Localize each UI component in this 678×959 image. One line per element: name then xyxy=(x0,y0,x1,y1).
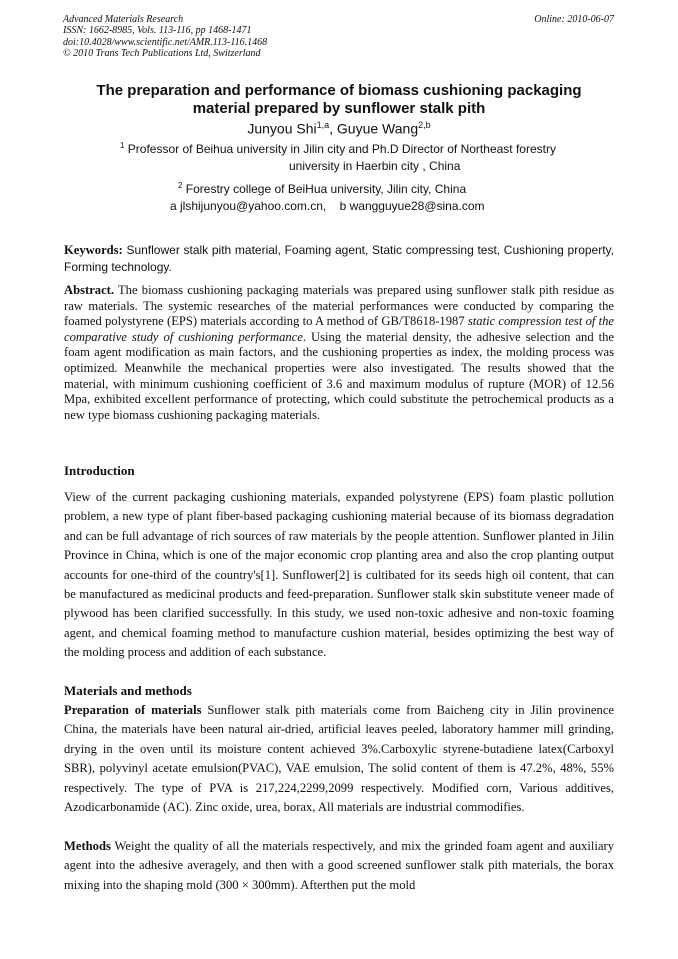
affiliation-2-number: 2 xyxy=(178,181,183,190)
title-line-1: The preparation and performance of biomass cushioning packaging xyxy=(96,82,582,99)
preparation-text: Sunflower stalk pith materials come from Baicheng city in Jilin provinence China, the materials have been natural air-dried, artificial leaves peeled, laboratory hammer mill grinding, drying in the oven until its moisture content achieved 3%.Carboxylic styrene-butadiene latex(Carboxyl SBR), polyvinyl acetate emulsion(PVAC), VAE emulsion, The solid content of them is 47.2%, 48%, 55% respectively. The type of PVA is 217,224,2299,2099 respectively. Modified corn, Various additives, Azodicarbonamide (AC). Zinc oxide, urea, borax, All materials are industrial commodifies. xyxy=(64,703,614,815)
affiliation-1-line-1: $^1$ Professor of Beihua university in Jilin city and Ph.D Director of Northeast forestry xyxy=(120,141,556,156)
author-list xyxy=(40,116,638,138)
preparation-paragraph xyxy=(64,701,614,817)
journal-name: Advanced Materials Research xyxy=(63,14,184,25)
journal-header xyxy=(63,14,267,60)
methods-label: Methods xyxy=(64,839,111,853)
abstract-text-italic: static compression test of the comparative study of cushioning performance xyxy=(64,314,614,344)
affiliation-1-line-2: university in Haerbin city , China xyxy=(289,159,461,173)
keywords-section xyxy=(64,242,614,275)
author-1: Junyou Shi xyxy=(247,120,317,137)
abstract-text-a: The biomass cushioning packaging materials was prepared using sunflower stalk pith residue as raw materials. The systemic researches of the material performances were conducted by comparing the foamed polystyrene (EPS) materials according to A method of GB/T8618-1987 xyxy=(64,283,614,329)
preparation-label: Preparation of materials xyxy=(64,703,202,717)
paper-title xyxy=(40,82,638,118)
author-2: Guyue Wang xyxy=(336,120,419,137)
title-line-2: material prepared by sunflower stalk pith xyxy=(192,100,486,117)
methods-paragraph xyxy=(64,837,614,895)
keywords-text: Sunflower stalk pith material, Foaming agent, Static compressing test, Cushioning property, Forming technology. xyxy=(64,243,614,274)
author-emails: a jlshijunyou@yahoo.com.cn, b wangguyue28@sina.com xyxy=(170,199,485,213)
affiliation-1-number: 1 xyxy=(120,141,125,150)
introduction-heading: Introduction xyxy=(64,463,135,478)
affiliation-2: $^2$ Forestry college of BeiHua university, Jilin city, China xyxy=(178,181,467,196)
journal-doi: doi:10.4028/www.scientific.net/AMR.113-116.1468 xyxy=(63,36,268,48)
abstract-text-b: . Using the material density, the adhesive selection and the foam agent modification as main factors, and the cushioning properties as index, the molding process was optimized. Meanwhile the mechanical properties were also investigated. The results showed that the material, with minimum cushioning coefficient of 3.6 and maximum modulus of rupture (MOR) of 12.56 Mpa, exhibited excellent performance of protecting, which could substitute the petrochemical products as a new type biomass cushioning packaging materials. xyxy=(64,329,614,422)
keywords-label: Keywords: xyxy=(64,243,123,257)
methods-text: Weight the quality of all the materials respectively, and mix the grinded foam agent and auxiliary agent into the adhesive averagely, and then with a good screened sunflower stalk pith materials, the borax mixing into the shaping mold (300 × 300mm). Afterthen put the mold xyxy=(64,839,614,892)
materials-heading: Materials and methods xyxy=(64,683,192,698)
abstract-label: Abstract. xyxy=(64,283,115,297)
abstract-section xyxy=(64,283,614,423)
introduction-paragraph: View of the current packaging cushioning materials, expanded polystyrene (EPS) foam plastic pollution problem, a new type of plant fiber-based packaging cushioning material because of its biomass degradation and can be full advantage of rich sources of raw materials by the people attention. Sunflower planted in Jilin Province in China, which is one of the major economic crop planting area and also the crop planting output accounts for one-third of the country's[1]. Sunflower[2] is cultibated for its seeds high oil content, that can be manufactured as medicinal products and feed-preparation. Sunflower stalk skin substitute veneer made of plywood has been clarified successfully. In this study, we used non-toxic adhesive and non-toxic foaming agent, and chemical foaming method to manufacture cushion material, besides optimizing the best way of the molding process and addition of each substance. xyxy=(64,490,614,660)
online-date: Online: 2010-06-07 xyxy=(534,14,614,25)
journal-issn: ISSN: 1662-8985, Vols. 113-116, pp 1468-1471 xyxy=(63,25,252,37)
journal-copyright: © 2010 Trans Tech Publications Ltd, Switzerland xyxy=(63,48,261,60)
author-separator: , xyxy=(329,120,337,137)
author-1-affil-mark: 1,a xyxy=(316,120,330,130)
author-2-affil-mark: 2,b xyxy=(418,120,431,130)
